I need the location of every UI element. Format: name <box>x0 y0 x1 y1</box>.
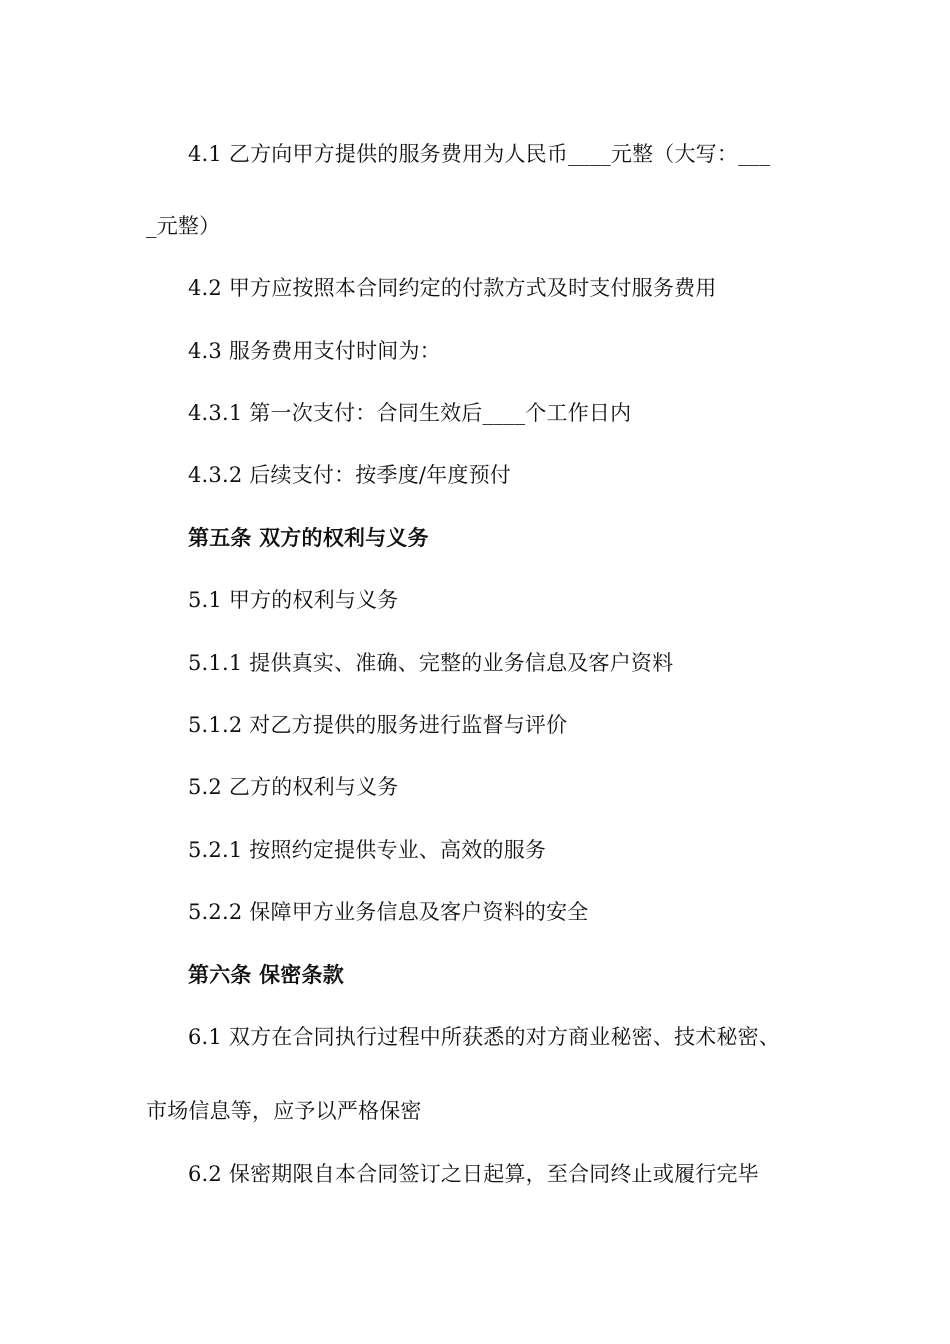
clause-5-2-2: 5.2.2 保障甲方业务信息及客户资料的安全 <box>188 900 589 924</box>
clause-4-3-2: 4.3.2 后续支付：按季度/年度预付 <box>188 463 511 487</box>
clause-4-3-1: 4.3.1 第一次支付：合同生效后____个工作日内 <box>188 401 632 425</box>
clause-5-2-1: 5.2.1 按照约定提供专业、高效的服务 <box>188 838 547 862</box>
clause-5-1-2: 5.1.2 对乙方提供的服务进行监督与评价 <box>188 713 568 737</box>
clause-6-1-line-2: 市场信息等，应予以严格保密 <box>146 1099 422 1123</box>
clause-4-3: 4.3 服务费用支付时间为： <box>188 339 441 363</box>
clause-5-2: 5.2 乙方的权利与义务 <box>188 775 399 799</box>
clause-5-1-1: 5.1.1 提供真实、准确、完整的业务信息及客户资料 <box>188 651 674 675</box>
clause-4-2: 4.2 甲方应按照本合同约定的付款方式及时支付服务费用 <box>188 276 717 300</box>
article-6-heading: 第六条 保密条款 <box>188 962 344 987</box>
clause-4-1-line-1: 4.1 乙方向甲方提供的服务费用为人民币____元整（大写：___ <box>188 142 771 166</box>
article-5-heading: 第五条 双方的权利与义务 <box>188 525 429 550</box>
clause-4-1-line-2: _元整） <box>146 214 221 238</box>
clause-5-1: 5.1 甲方的权利与义务 <box>188 588 399 612</box>
clause-6-1-line-1: 6.1 双方在合同执行过程中所获悉的对方商业秘密、技术秘密、 <box>188 1025 781 1049</box>
clause-6-2: 6.2 保密期限自本合同签订之日起算，至合同终止或履行完毕 <box>188 1162 759 1186</box>
